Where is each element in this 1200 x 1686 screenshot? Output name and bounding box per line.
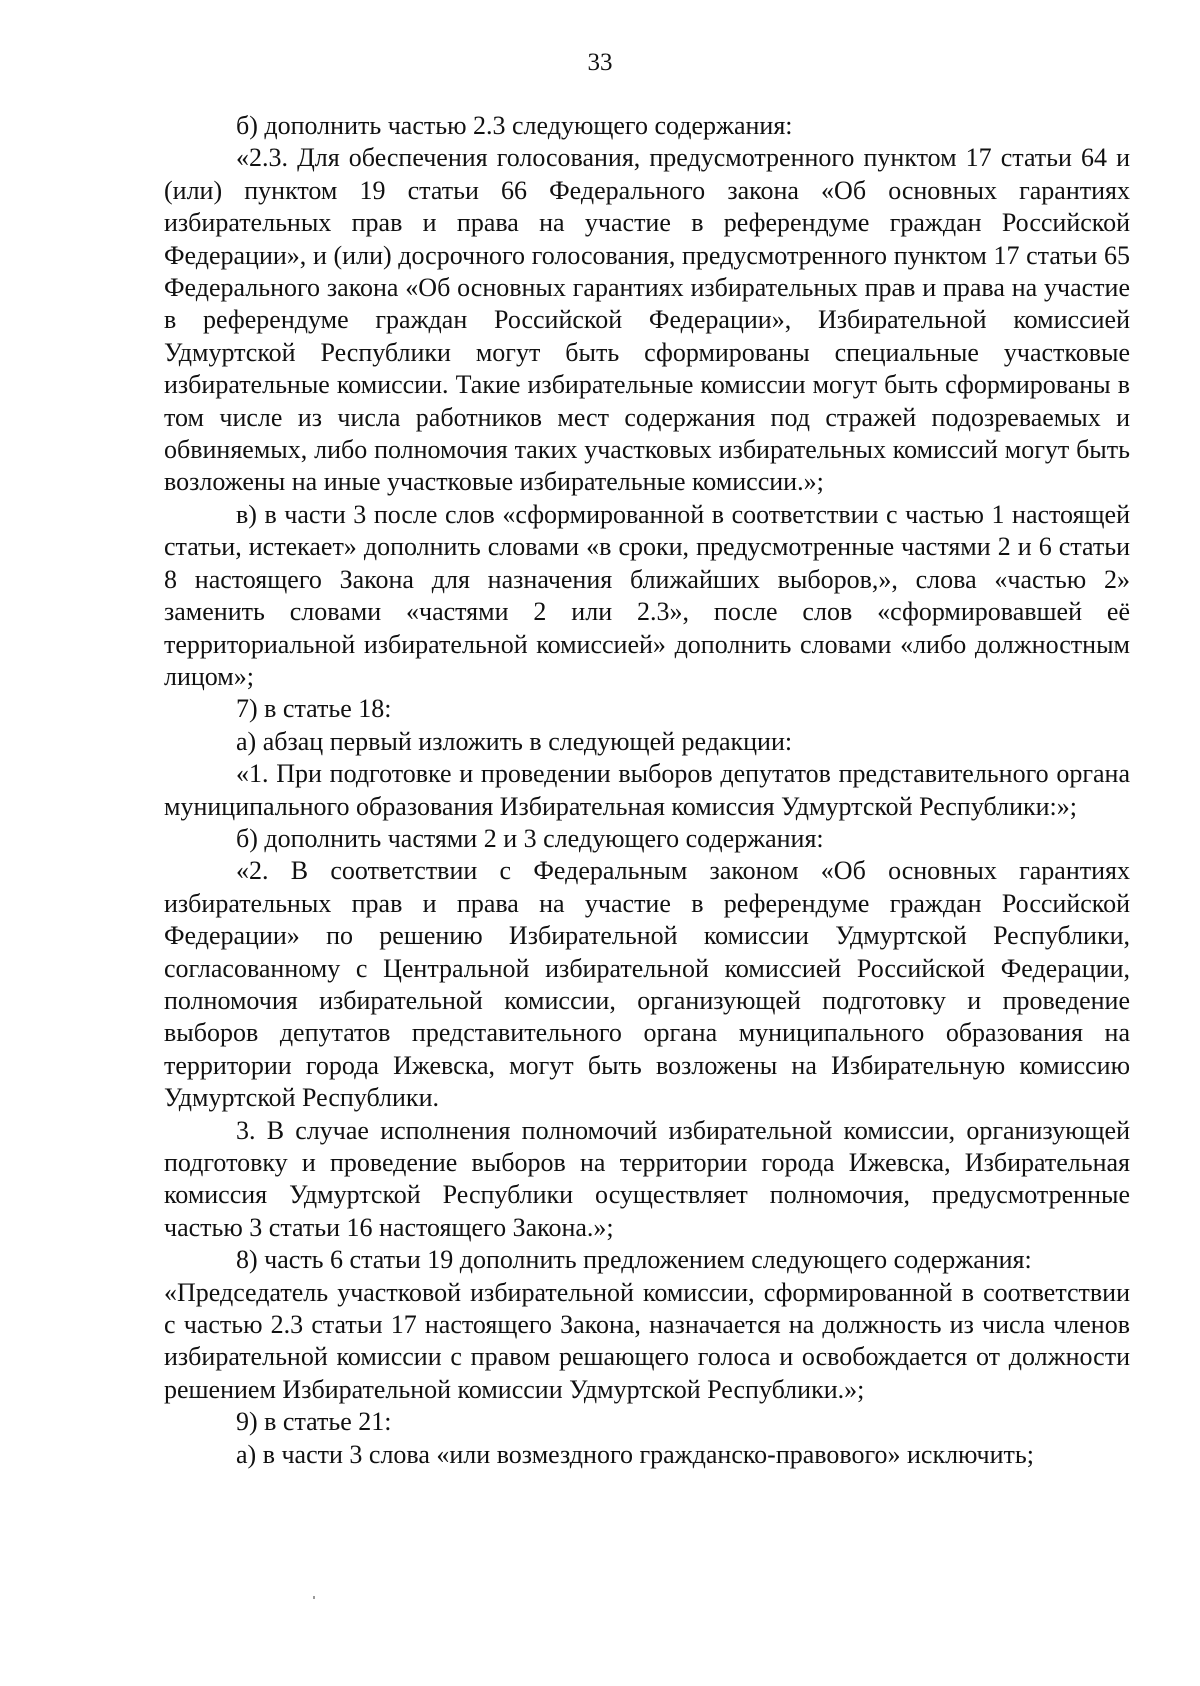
document-body: [164, 110, 1130, 1471]
paragraph-a-part-3-exclude: а) в части 3 слова «или возмездного гражданско-правового» исключить;: [236, 1439, 1034, 1469]
paragraph-item-8: 8) часть 6 статьи 19 дополнить предложением следующего содержания:: [236, 1245, 1032, 1275]
paragraph-b-add-parts-2-3: б) дополнить частями 2 и 3 следующего содержания:: [236, 823, 824, 853]
paragraph-part-2-3-text: «2.3. Для обеспечения голосования, предусмотренного пунктом 17 статьи 64 и (или) пунктом 19 статьи 66 Федерального закона «Об основных гарантиях избирательных прав и права на участие в референдуме граждан Российской Федерации», и (или) досрочного голосования, предусмотренного пунктом 17 статьи 65 Федерального закона «Об основных гарантиях избирательных прав и права на участие в референдуме граждан Российской Федерации», Избирательной комиссией Удмуртской Республики могут быть сформированы специальные участковые избирательные комиссии. Такие избирательные комиссии могут быть сформированы в том числе из числа работников мест содержания под стражей подозреваемых и обвиняемых, либо полномочия таких участковых избирательных комиссий могут быть возложены на иные участковые избирательные комиссии.»;: [164, 143, 1130, 497]
scan-speck: [313, 1596, 315, 1599]
paragraph-item-9: 9) в статье 21:: [236, 1407, 392, 1437]
paragraph-a-first-abzac: а) абзац первый изложить в следующей редакции:: [236, 726, 793, 756]
paragraph-v-part-3: в) в части 3 после слов «сформированной в соответствии с частью 1 настоящей статьи, истекает» дополнить словами «в сроки, предусмотренные частями 2 и 6 статьи 8 настоящего Закона для назначения ближайших выборов,», слова «частью 2» заменить словами «частями 2 или 2.3», после слов «сформировавшей её территориальной избирательной комиссией» дополнить словами «либо должностным лицом»;: [164, 499, 1130, 691]
page-number: 33: [587, 49, 613, 76]
paragraph-part-3-text: 3. В случае исполнения полномочий избирательной комиссии, организующей подготовку и проведение выборов на территории города Ижевска, Избирательная комиссия Удмуртской Республики осуществляет полномочия, предусмотренные частью 3 статьи 16 настоящего Закона.»;: [164, 1115, 1130, 1242]
paragraph-b-add-part-2-3: б) дополнить частью 2.3 следующего содержания:: [236, 111, 793, 140]
paragraph-part-2-text: «2. В соответствии с Федеральным законом «Об основных гарантиях избирательных прав и права на участие в референдуме граждан Российской Федерации» по решению Избирательной комиссии Удмуртской Республики, согласованному с Центральной избирательной комиссией Российской Федерации, полномочия избирательной комиссии, организующей подготовку и проведение выборов депутатов представительного органа муниципального образования на территории города Ижевска, могут быть возложены на Избирательную комиссию Удмуртской Республики.: [164, 856, 1130, 1113]
paragraph-item-7: 7) в статье 18:: [236, 694, 392, 724]
paragraph-chairman-text: «Председатель участковой избирательной комиссии, сформированной в соответствии с частью 2.3 статьи 17 настоящего Закона, назначается на должность из числа членов избирательной комиссии с правом решающего голоса и освобождается от должности решением Избирательной комиссии Удмуртской Республики.»;: [164, 1277, 1130, 1404]
paragraph-part-1-text: «1. При подготовке и проведении выборов депутатов представительного органа муниципального образования Избирательная комиссия Удмуртской Республики:»;: [164, 759, 1130, 821]
